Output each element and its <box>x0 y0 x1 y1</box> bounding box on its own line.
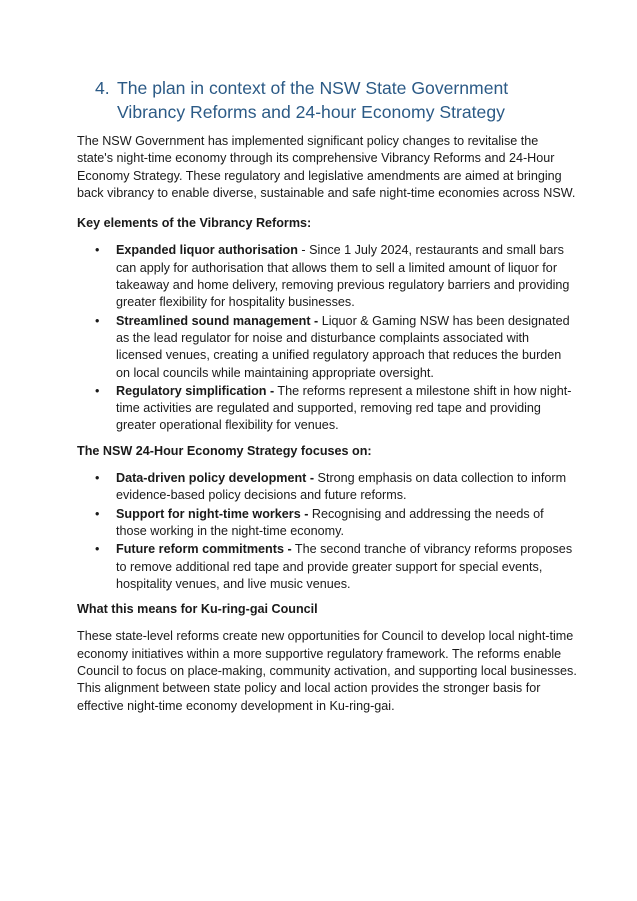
strategy-list <box>77 470 577 593</box>
vibrancy-heading: Key elements of the Vibrancy Reforms: <box>77 216 312 231</box>
council-paragraph: These state-level reforms create new opportunities for Council to develop local night-time economy initiatives within a more supportive regulatory framework. The reforms enable Council to focus on place-making, community activation, and supporting local businesses. This alignment between state policy and local action provides the stronger basis for effective night-time economy development in Ku-ring-gai. <box>77 629 577 713</box>
section-heading <box>95 76 577 124</box>
list-item-title: Streamlined sound management - <box>116 313 319 328</box>
document-page <box>77 76 577 715</box>
list-item-text: Recognising and addressing the needs of those working in the night-time economy. <box>116 506 544 538</box>
list-item-title: Expanded liquor authorisation <box>116 243 298 258</box>
list-item-title: Data-driven policy development - <box>116 471 315 486</box>
section-title: The plan in context of the NSW State Government Vibrancy Reforms and 24-hour Economy Strategy <box>117 78 509 122</box>
list-item <box>77 541 577 593</box>
list-item-text: The reforms represent a milestone shift in how night-time activities are regulated and supported, removing red tape and providing greater operational flexibility for venues. <box>116 383 572 433</box>
bullet-icon: • <box>95 383 100 398</box>
bullet-icon: • <box>95 506 100 521</box>
list-item-title: Support for night-time workers - <box>116 506 309 521</box>
list-item <box>77 242 577 311</box>
list-item-text: Strong emphasis on data collection to inform evidence-based policy decisions and future reforms. <box>116 471 567 503</box>
bullet-icon: • <box>95 471 100 486</box>
bullet-icon: • <box>95 542 100 557</box>
council-heading: What this means for Ku-ring-gai Council <box>77 602 318 617</box>
strategy-heading: The NSW 24-Hour Economy Strategy focuses on: <box>77 443 372 458</box>
list-item <box>77 506 577 541</box>
list-item-text: - Since 1 July 2024, restaurants and small bars can apply for authorisation that allows them to sell a limited amount of liquor for takeaway and home delivery, removing previous regulatory barriers and providing greater flexibility for hospitality businesses. <box>116 243 570 310</box>
bullet-icon: • <box>95 313 100 328</box>
list-item <box>77 313 577 382</box>
list-item <box>77 470 577 505</box>
section-number: 4. <box>95 78 110 98</box>
list-item <box>77 383 577 435</box>
bullet-icon: • <box>95 243 100 258</box>
list-item-title: Regulatory simplification - <box>116 383 275 398</box>
intro-paragraph: The NSW Government has implemented significant policy changes to revitalise the state's night-time economy through its comprehensive Vibrancy Reforms and 24-Hour Economy Strategy. These regulatory and legislative amendments are aimed at bringing back vibrancy to enable diverse, sustainable and safe night-time economies across NSW. <box>77 134 576 200</box>
list-item-text: The second tranche of vibrancy reforms proposes to remove additional red tape and provide greater support for special events, hospitality venues, and live music venues. <box>116 542 573 591</box>
list-item-text: Liquor & Gaming NSW has been designated as the lead regulator for noise and disturbance complaints associated with licensed venues, creating a unified regulatory approach that reduces the burden on local councils while maintaining appropriate oversight. <box>116 313 570 380</box>
vibrancy-list <box>77 242 577 434</box>
list-item-title: Future reform commitments - <box>116 542 292 557</box>
